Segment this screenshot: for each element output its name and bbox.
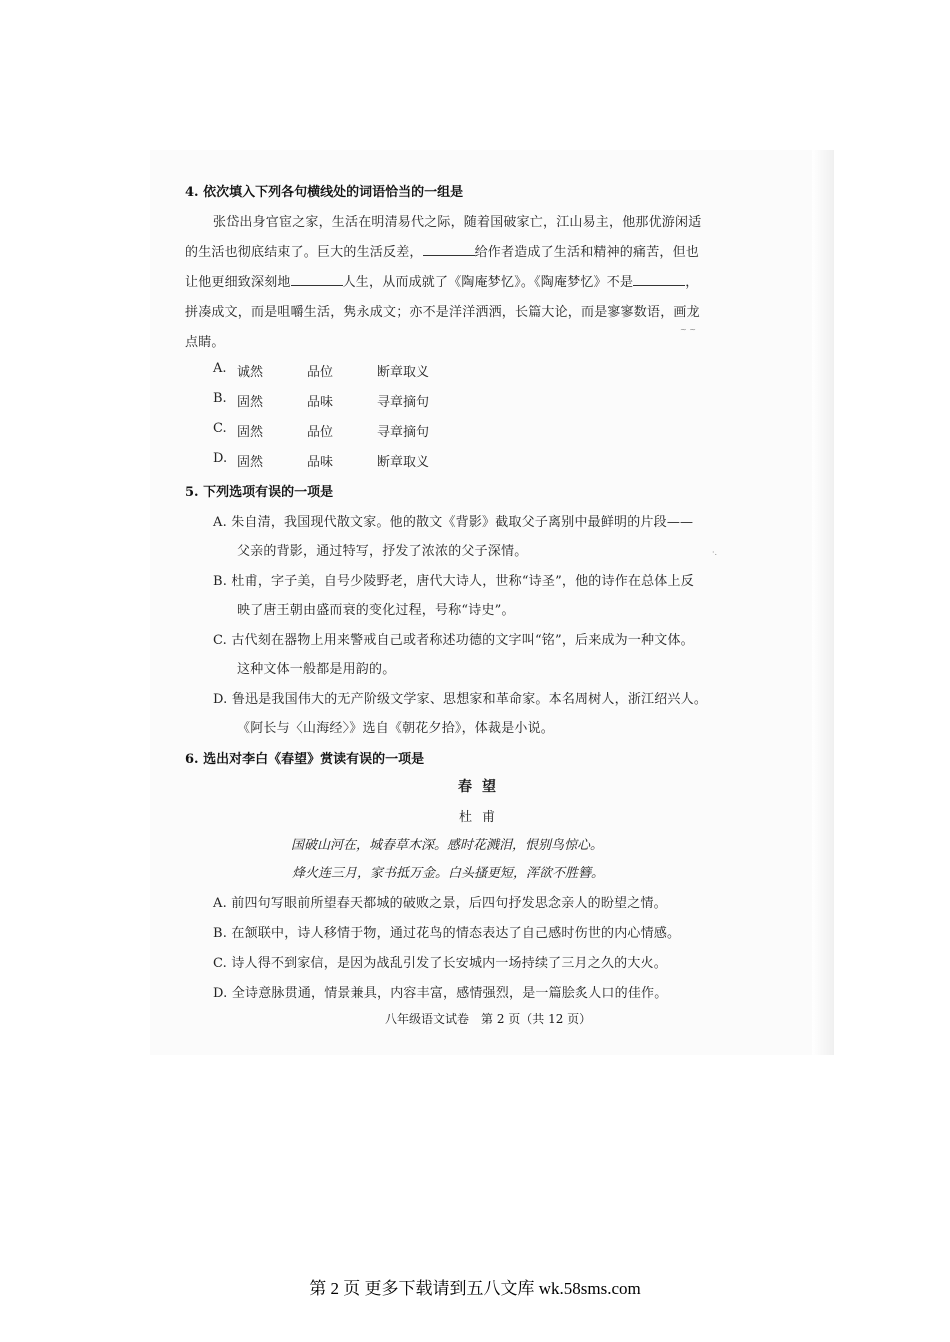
option-letter: B. xyxy=(213,391,227,406)
option-word-2: 品位 xyxy=(307,425,334,440)
poem-title: 春望 xyxy=(458,779,506,795)
option-word-3: 断章取义 xyxy=(377,455,430,470)
poem-line-1: 国破山河在，城春草木深。感时花溅泪，恨别鸟惊心。 xyxy=(291,838,604,853)
question-6-title: 6. 选出对李白《春望》赏读有误的一项是 xyxy=(185,752,425,767)
q5-option-a-line-2: 父亲的背影，通过特写，抒发了浓浓的父子深情。 xyxy=(237,544,528,559)
q5-option-c-line-1: C. 古代刻在器物上用来警戒自己或者称述功德的文字叫“铭”，后来成为一种文体。 xyxy=(213,633,694,648)
option-letter: A. xyxy=(213,361,227,376)
q4-line-3-part-a: 让他更细致深刻地 xyxy=(185,275,291,290)
q5-option-d-line-2: 《阿长与〈山海经〉》选自《朝花夕拾》，体裁是小说。 xyxy=(237,721,555,736)
q4-passage-line-3 xyxy=(185,271,698,290)
q4-line-3-part-c: ， xyxy=(685,275,699,290)
q6-option-c: C. 诗人得不到家信，是因为战乱引发了长安城内一场持续了三月之久的大火。 xyxy=(213,956,667,971)
poem-author: 杜甫 xyxy=(459,810,506,825)
site-footer: 第 2 页 更多下载请到五八文库 wk.58sms.com xyxy=(309,1279,641,1298)
fill-blank-3 xyxy=(633,275,685,286)
option-word-3: 寻章摘句 xyxy=(377,425,430,440)
option-word-1: 固然 xyxy=(237,425,264,440)
exam-page-footer: 八年级语文试卷 第 2 页（共 12 页） xyxy=(385,1012,592,1026)
scan-noise: ~ ~ xyxy=(680,325,696,334)
q5-option-b-line-2: 映了唐王朝由盛而衰的变化过程，号称“诗史”。 xyxy=(237,603,515,618)
q4-line-3-part-b: 人生，从而成就了《陶庵梦忆》。《陶庵梦忆》不是 xyxy=(342,275,634,290)
option-letter: D. xyxy=(213,451,228,466)
option-word-1: 固然 xyxy=(237,395,264,410)
q5-option-b-line-1: B. 杜甫，字子美，自号少陵野老，唐代大诗人，世称“诗圣”，他的诗作在总体上反 xyxy=(213,574,694,589)
option-word-1: 诚然 xyxy=(237,365,264,380)
q5-option-c-line-2: 这种文体一般都是用韵的。 xyxy=(237,662,396,677)
scan-noise: ·. xyxy=(712,548,718,557)
option-letter: C. xyxy=(213,421,227,436)
q5-option-a-line-1: A. 朱自清，我国现代散文家。他的散文《背影》截取父子离别中最鲜明的片段—— xyxy=(213,515,694,530)
option-word-2: 品位 xyxy=(307,365,334,380)
option-word-2: 品味 xyxy=(307,455,334,470)
q6-option-b: B. 在颔联中，诗人移情于物，通过花鸟的情态表达了自己感时伤世的内心情感。 xyxy=(213,926,681,941)
q4-passage-line-1: 张岱出身官宦之家，生活在明清易代之际，随着国破家亡，江山易主，他那优游闲适 xyxy=(213,215,702,230)
option-word-2: 品味 xyxy=(307,395,334,410)
q5-option-d-line-1: D. 鲁迅是我国伟大的无产阶级文学家、思想家和革命家。本名周树人，浙江绍兴人。 xyxy=(213,692,708,707)
q4-passage-line-5: 点睛。 xyxy=(185,335,225,350)
option-word-3: 寻章摘句 xyxy=(377,395,430,410)
q6-option-d: D. 全诗意脉贯通，情景兼具，内容丰富，感情强烈，是一篇脍炙人口的佳作。 xyxy=(213,986,668,1001)
option-word-1: 固然 xyxy=(237,455,264,470)
q4-line-2-part-b: 给作者造成了生活和精神的痛苦，但也 xyxy=(474,245,700,260)
question-4-title: 4. 依次填入下列各句横线处的词语恰当的一组是 xyxy=(185,185,464,200)
q4-passage-line-2 xyxy=(185,241,699,260)
poem-line-2: 烽火连三月，家书抵万金。白头搔更短，浑欲不胜簪。 xyxy=(292,866,605,881)
fill-blank-1 xyxy=(423,245,475,256)
fill-blank-2 xyxy=(291,275,343,286)
q4-line-2-part-a: 的生活也彻底结束了。巨大的生活反差， xyxy=(185,245,423,260)
question-5-title: 5. 下列选项有误的一项是 xyxy=(185,485,334,500)
q4-passage-line-4: 拼凑成文，而是咀嚼生活，隽永成文；亦不是洋洋洒洒，长篇大论，而是寥寥数语，画龙 xyxy=(185,305,700,320)
scan-shadow-edge xyxy=(812,150,834,1055)
option-word-3: 断章取义 xyxy=(377,365,430,380)
q6-option-a: A. 前四句写眼前所望春天都城的破败之景，后四句抒发思念亲人的盼望之情。 xyxy=(213,896,667,911)
